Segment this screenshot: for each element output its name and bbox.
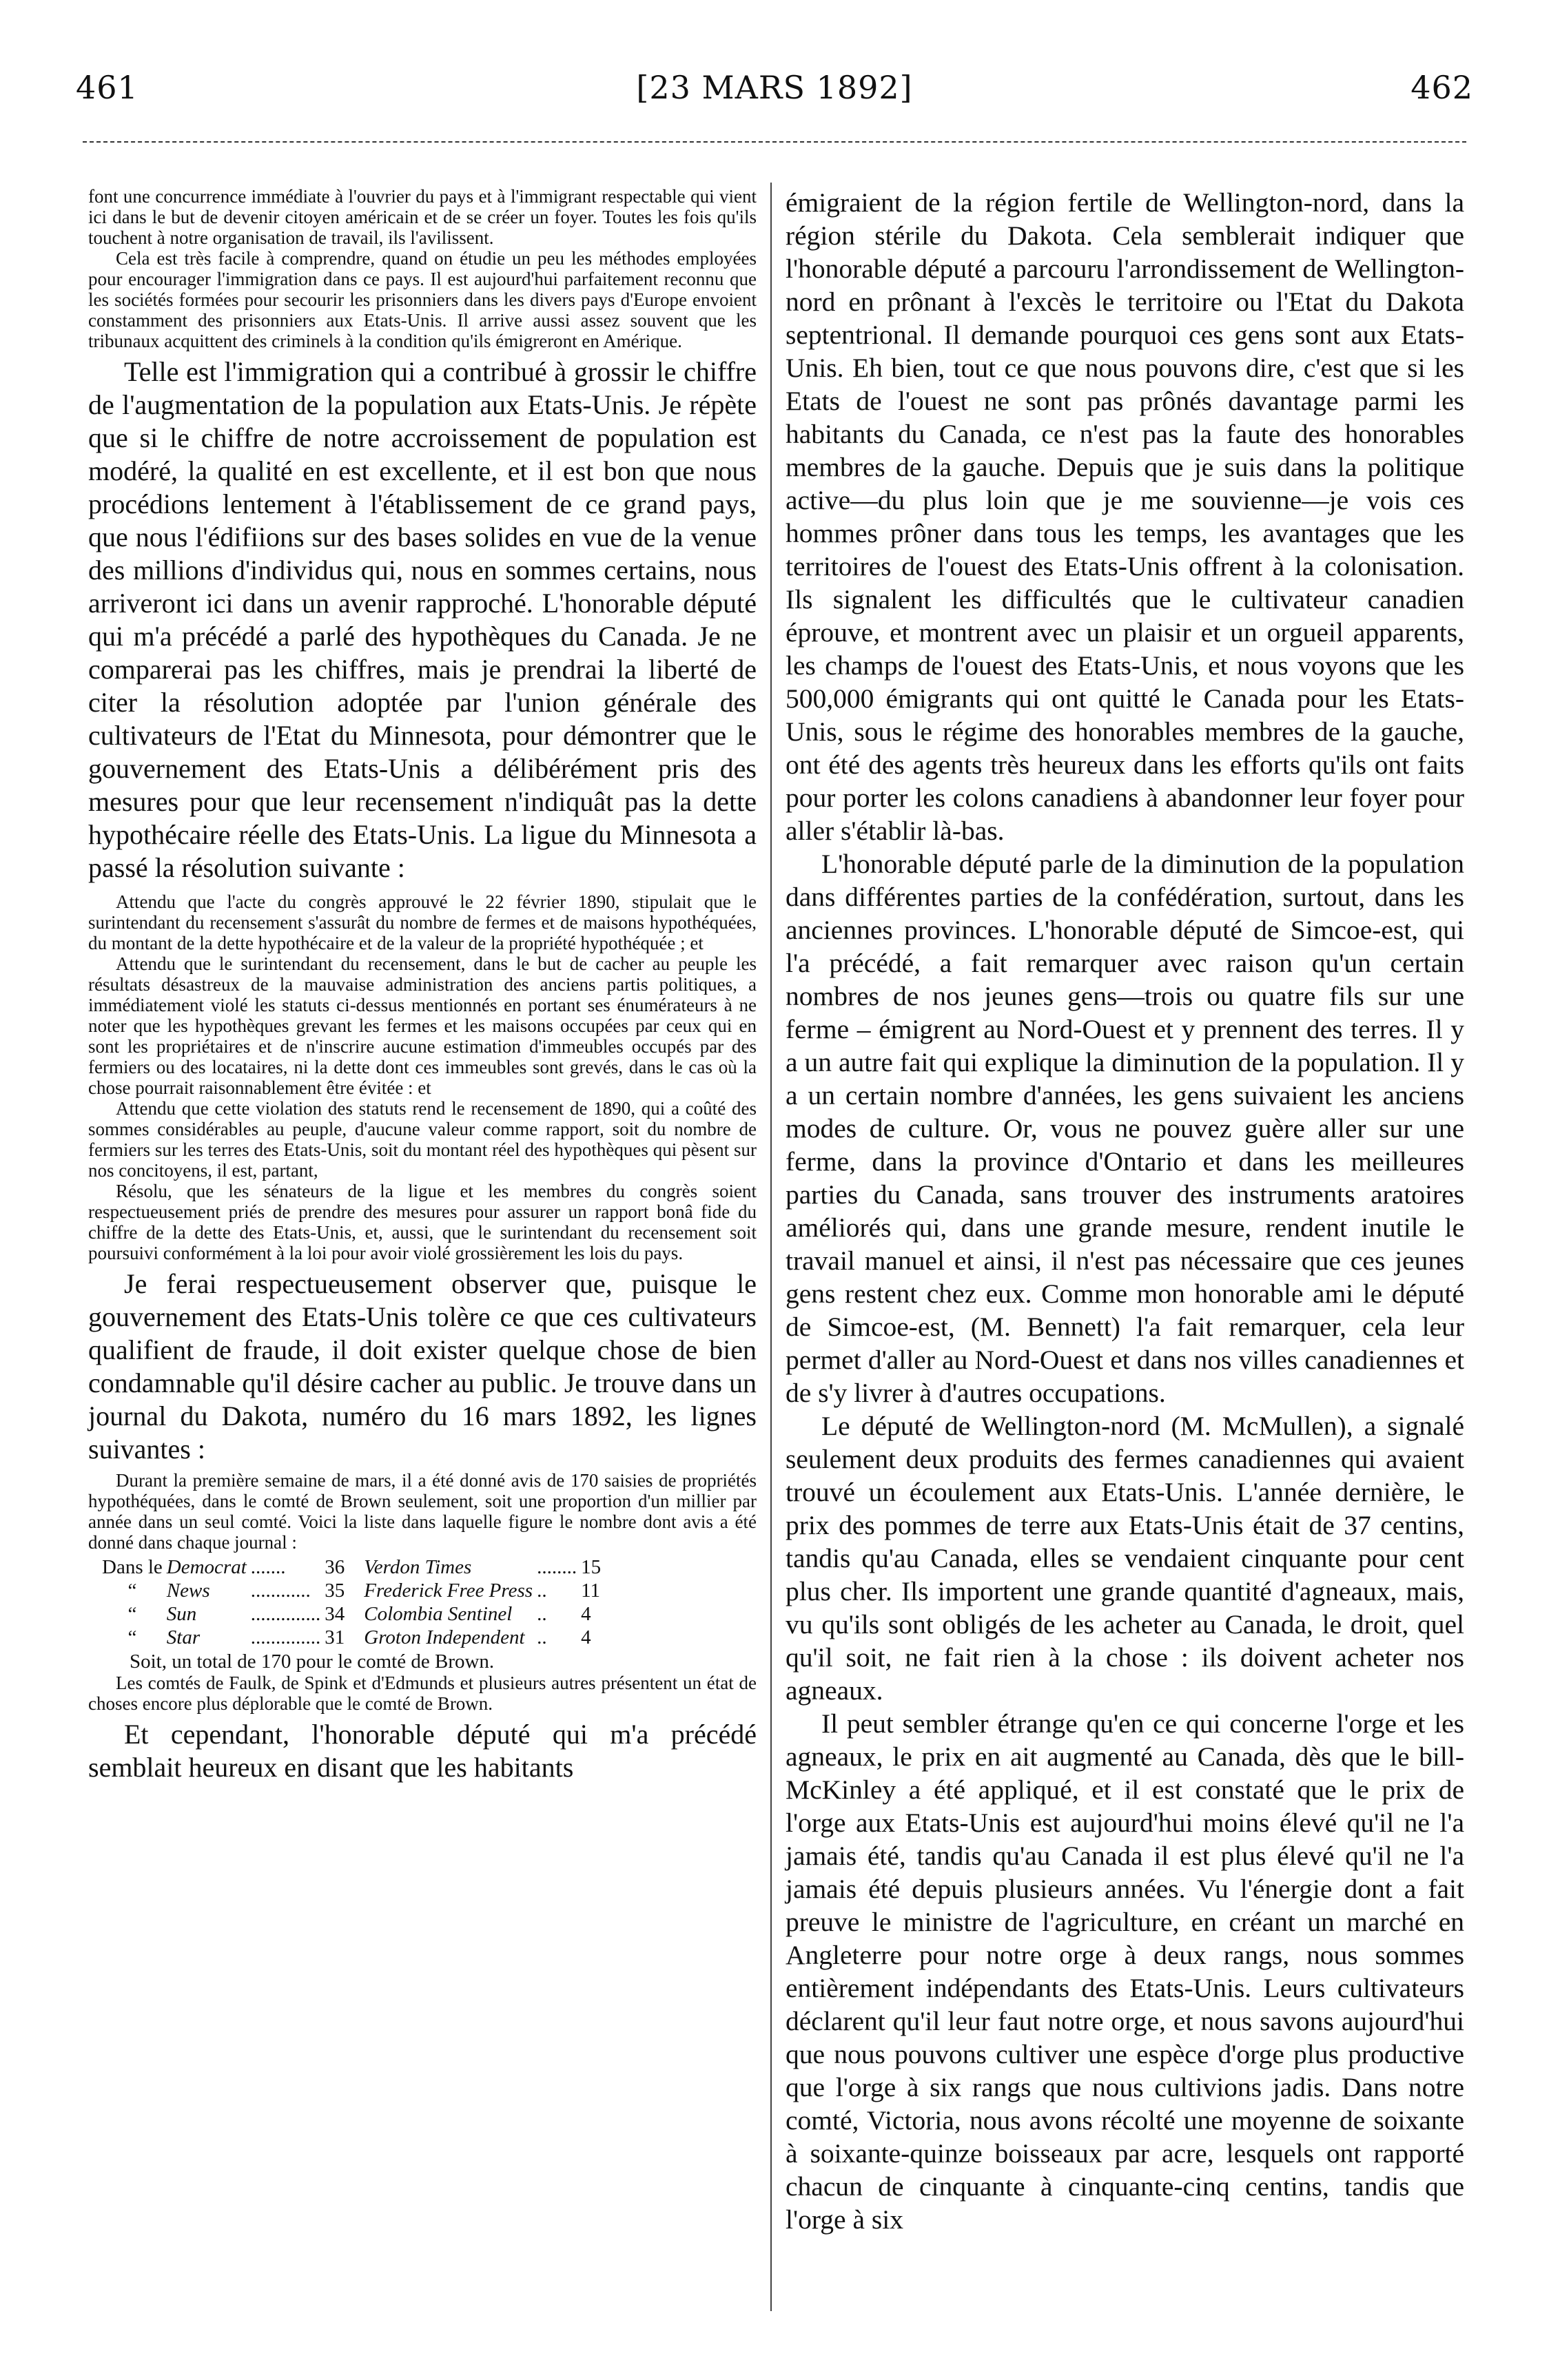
quoted-paragraph: Attendu que cette violation des statuts rend le recensement de 1890, qui a coûté des sommes considérables au peuple, d'aucune valeur comme rapport, soit du nombre de fermiers sur les terres des Etats-Unis, soit du montant réel des hypothèques qui pèsent sur nos concitoyens, il est, partant,: [88, 1098, 757, 1181]
notice-count: 4: [581, 1626, 591, 1648]
leader-dots: ..: [537, 1626, 547, 1648]
column-divider: [770, 183, 772, 2311]
quoted-paragraph: Les comtés de Faulk, de Spink et d'Edmunds et plusieurs autres présentent un état de choses encore plus déplorable que le comté de Brown.: [88, 1673, 757, 1714]
leader-dots: ..............: [250, 1626, 321, 1648]
page-number-right: 462: [1410, 69, 1473, 106]
notice-count: 35: [325, 1580, 345, 1602]
table-row: [102, 1555, 605, 1579]
paragraph: L'honorable député parle de la diminution de la population dans différentes parties de la confédération, surtout, dans les anciennes provinces. L'honorable député de Simcoe-est, qui l'a précédé, a fait remarquer avec raison qu'un certain nombres de nos jeunes gens—trois ou quatre fils sur une ferme – émigrent au Nord-Ouest et y prennent des terres. Il y a un autre fait qui explique la diminution de la population. Il y a un certain nombre d'années, les gens suivaient les anciens modes de culture. Or, vous ne pouvez guère aller sur une ferme, dans la province d'Ontario et dans les meilleures parties du Canada, sans trouver des instruments aratoires améliorés qui, dans une grande mesure, rendent inutile le travail manuel et ainsi, il n'est pas nécessaire que ces jeunes gens restent chez eux. Comme mon honorable ami le député de Simcoe-est, (M. Bennett) l'a fait remarquer, cela leur permet d'aller au Nord-Ouest et dans nos villes canadiennes et de s'y livrer à d'autres occupations.: [786, 849, 1464, 1408]
newspaper-name: Verdon Times: [364, 1556, 472, 1578]
table-row: [102, 1602, 605, 1626]
quoted-paragraph: Attendu que l'acte du congrès approuvé le 22 février 1890, stipulait que le surintendant du recensement s'assurât du nombre de fermes et de maisons hypothéquées, du montant de la dette hypothécaire et de la valeur de la propriété hypothéquée ; et: [88, 891, 757, 953]
paragraph: émigraient de la région fertile de Wellington-nord, dans la région stérile du Dakota. Cela semblerait indiquer que l'honorable député a parcouru l'arrondissement de Wellington-nord en prônant à l'excès le territoire ou l'Etat du Dakota septentrional. Il demande pourquoi ces gens sont aux Etats-Unis. Eh bien, tout ce que nous pouvons dire, c'est que si les Etats de l'ouest ne sont pas prônés davantage parmi les habitants du Canada, ce n'est pas la faute des honorables membres de la gauche. Depuis que je suis dans la politique active—du plus loin que je me souvienne—je vois ces hommes prôner dans tous les temps, les avantages que les territoires de l'ouest des Etats-Unis offrent à la colonisation. Ils signalent les difficultés que le cultivateur canadien éprouve, et montrent avec un plaisir et un orgueil apparents, les champs de l'ouest des Etats-Unis, et nous voyons que les 500,000 émigrants qui ont quitté le Canada pour les Etats-Unis, sous le régime des honorables membres de la gauche, ont été des agents très heureux dans les efforts qu'ils ont faits pour porter les colons canadiens à abandonner leur foyer pour aller s'établir là-bas.: [786, 187, 1464, 846]
right-column: [786, 186, 1464, 2236]
page-header: [69, 69, 1480, 117]
left-column: [88, 186, 757, 1784]
notice-count: 11: [581, 1580, 600, 1602]
newspaper-name: Frederick Free Press: [364, 1580, 533, 1602]
paragraph: font une concurrence immédiate à l'ouvrier du pays et à l'immigrant respectable qui vient ici dans le but de devenir citoyen américain et de se créer un foyer. Toutes les fois qu'ils touchent à notre organisation de travail, ils l'avilissent.: [88, 186, 757, 248]
notice-count: 36: [325, 1556, 345, 1578]
quoted-paragraph: Durant la première semaine de mars, il a été donné avis de 170 saisies de propriétés hypothéquées, dans le comté de Brown seulement, soit une proportion d'un millier par année dans un seul comté. Voici la liste dans laquelle figure le nombre dont avis a été donné dans chaque journal :: [88, 1470, 757, 1553]
notice-count: 31: [325, 1626, 345, 1648]
paragraph: Je ferai respectueusement observer que, puisque le gouvernement des Etats-Unis tolère ce que ces cultivateurs qualifient de fraude, il doit exister quelque chose de bien condamnable qu'il désire cacher au public. Je trouve dans un journal du Dakota, numéro du 16 mars 1892, les lignes suivantes :: [88, 1268, 757, 1465]
notice-count: 15: [581, 1556, 602, 1578]
newspaper-name: News: [166, 1580, 210, 1602]
notice-count: 34: [325, 1603, 345, 1625]
sitting-date: [23 MARS 1892]: [636, 69, 913, 106]
newspaper-name: Colombia Sentinel: [364, 1603, 513, 1625]
page-number-left: 461: [76, 69, 139, 106]
quoted-paragraph: Résolu, que les sénateurs de la ligue et les membres du congrès soient respectueusement priés de prendre des mesures pour assurer un rapport bonâ fide du chiffre de la dette des Etats-Unis, et, aussi, que le surintendant du recensement soit poursuivi conformément à la loi pour avoir violé grossièrement les lois du pays.: [88, 1181, 757, 1263]
notice-count: 4: [581, 1603, 591, 1625]
paragraph: Et cependant, l'honorable député qui m'a précédé semblait heureux en disant que les habitants: [88, 1719, 757, 1783]
leader-dots: ............: [250, 1580, 311, 1602]
table-cell: Dans le: [102, 1556, 163, 1578]
newspaper-table: [102, 1555, 605, 1649]
table-cell: “: [127, 1626, 137, 1648]
quoted-paragraph: Attendu que le surintendant du recensement, dans le but de cacher au peuple les résultats désastreux de la mauvaise administration des anciens partis politiques, a immédiatement violé les statuts ci-dessus mentionnés en portant ses énumérateurs à ne noter que les hypothèques grevant les fermes et les maisons occupées par ceux qui en sont les propriétaires et de n'inscrire aucune estimation d'immeubles occupés par des fermiers ou des locataires, ni la dette dont ces immeubles sont grevés, dans le cas où la chose pourrait raisonnablement être évitée : et: [88, 953, 757, 1098]
leader-dots: ..: [537, 1580, 547, 1602]
newspaper-name: Democrat: [166, 1556, 247, 1578]
newspaper-name: Groton Independent: [364, 1626, 525, 1648]
paragraph: Il peut sembler étrange qu'en ce qui concerne l'orge et les agneaux, le prix en ait augmenté au Canada, dès que le bill-McKinley a été appliqué, et il est constaté que le prix de l'orge aux Etats-Unis est aujourd'hui moins élevé qu'il ne l'a jamais été, tandis qu'au Canada il est plus élevé qu'il ne l'a jamais été depuis plusieurs années. Vu l'énergie dont a fait preuve le ministre de l'agriculture, en créant un marché en Angleterre pour notre orge à deux rangs, nous sommes entièrement indépendants des Etats-Unis. Leurs cultivateurs déclarent qu'il leur faut notre orge, et nous savons aujourd'hui que nous pouvons cultiver une espèce d'orge plus productive que l'orge à six rangs que nous cultivions jadis. Dans notre comté, Victoria, nous avons récolté une moyenne de soixante à soixante-quinze boisseaux par acre, lesquels ont rapporté chacun de cinquante à cinquante-cinq centins, tandis que l'orge à six: [786, 1708, 1464, 2235]
leader-dots: ..: [537, 1603, 547, 1625]
table-cell: “: [127, 1603, 137, 1625]
paragraph: Telle est l'immigration qui a contribué à grossir le chiffre de l'augmentation de la population aux Etats-Unis. Je répète que si le chiffre de notre accroissement de population est modéré, la qualité en est excellente, et il est bon que nous procédions lentement à l'établissement de ce grand pays, que nous l'édifiions sur des bases solides en vue de la venue des millions d'individus qui, nous en sommes certains, nous arriveront ici dans un avenir rapproché. L'honorable député qui m'a précédé a parlé des hypothèques du Canada. Je ne comparerai pas les chiffres, mais je prendrai la liberté de citer la résolution adoptée par l'union générale des cultivateurs de l'Etat du Minnesota, pour démontrer que le gouvernement des Etats-Unis a délibérément pris des mesures pour que leur recensement n'indiquât pas la dette hypothécaire réelle des Etats-Unis. La ligue du Minnesota a passé la résolution suivante :: [88, 356, 757, 883]
header-rule: [83, 141, 1466, 143]
table-row: [102, 1626, 605, 1649]
leader-dots: ..............: [250, 1603, 321, 1625]
paragraph: Cela est très facile à comprendre, quand on étudie un peu les méthodes employées pour encourager l'immigration dans ce pays. Il est aujourd'hui parfaitement reconnu que les sociétés formées pour secourir les prisonniers dans les divers pays d'Europe envoient constamment des prisonniers aux Etats-Unis. Il arrive aussi assez souvent que les tribunaux acquittent des criminels à la condition qu'ils émigreront en Amérique.: [88, 248, 757, 351]
newspaper-name: Sun: [166, 1603, 197, 1625]
leader-dots: ........: [537, 1556, 577, 1578]
paragraph: Le député de Wellington-nord (M. McMullen), a signalé seulement deux produits des fermes canadiennes qui avaient trouvé un écoulement aux Etats-Unis. L'année dernière, le prix des pommes de terre aux Etats-Unis était de 37 centins, tandis qu'au Canada, elles se vendaient cinquante pour cent plus cher. Ils importent une grande quantité d'agneaux, mais, vu qu'ils sont obligés de les acheter au Canada, le droit, quel qu'il soit, ne fait rien à la chose : ils doivent acheter nos agneaux.: [786, 1411, 1464, 1706]
table-cell: “: [127, 1580, 137, 1602]
newspaper-name: Star: [166, 1626, 201, 1648]
total-line: Soit, un total de 170 pour le comté de Brown.: [130, 1651, 495, 1673]
table-row: [102, 1579, 605, 1602]
leader-dots: .......: [250, 1556, 286, 1578]
